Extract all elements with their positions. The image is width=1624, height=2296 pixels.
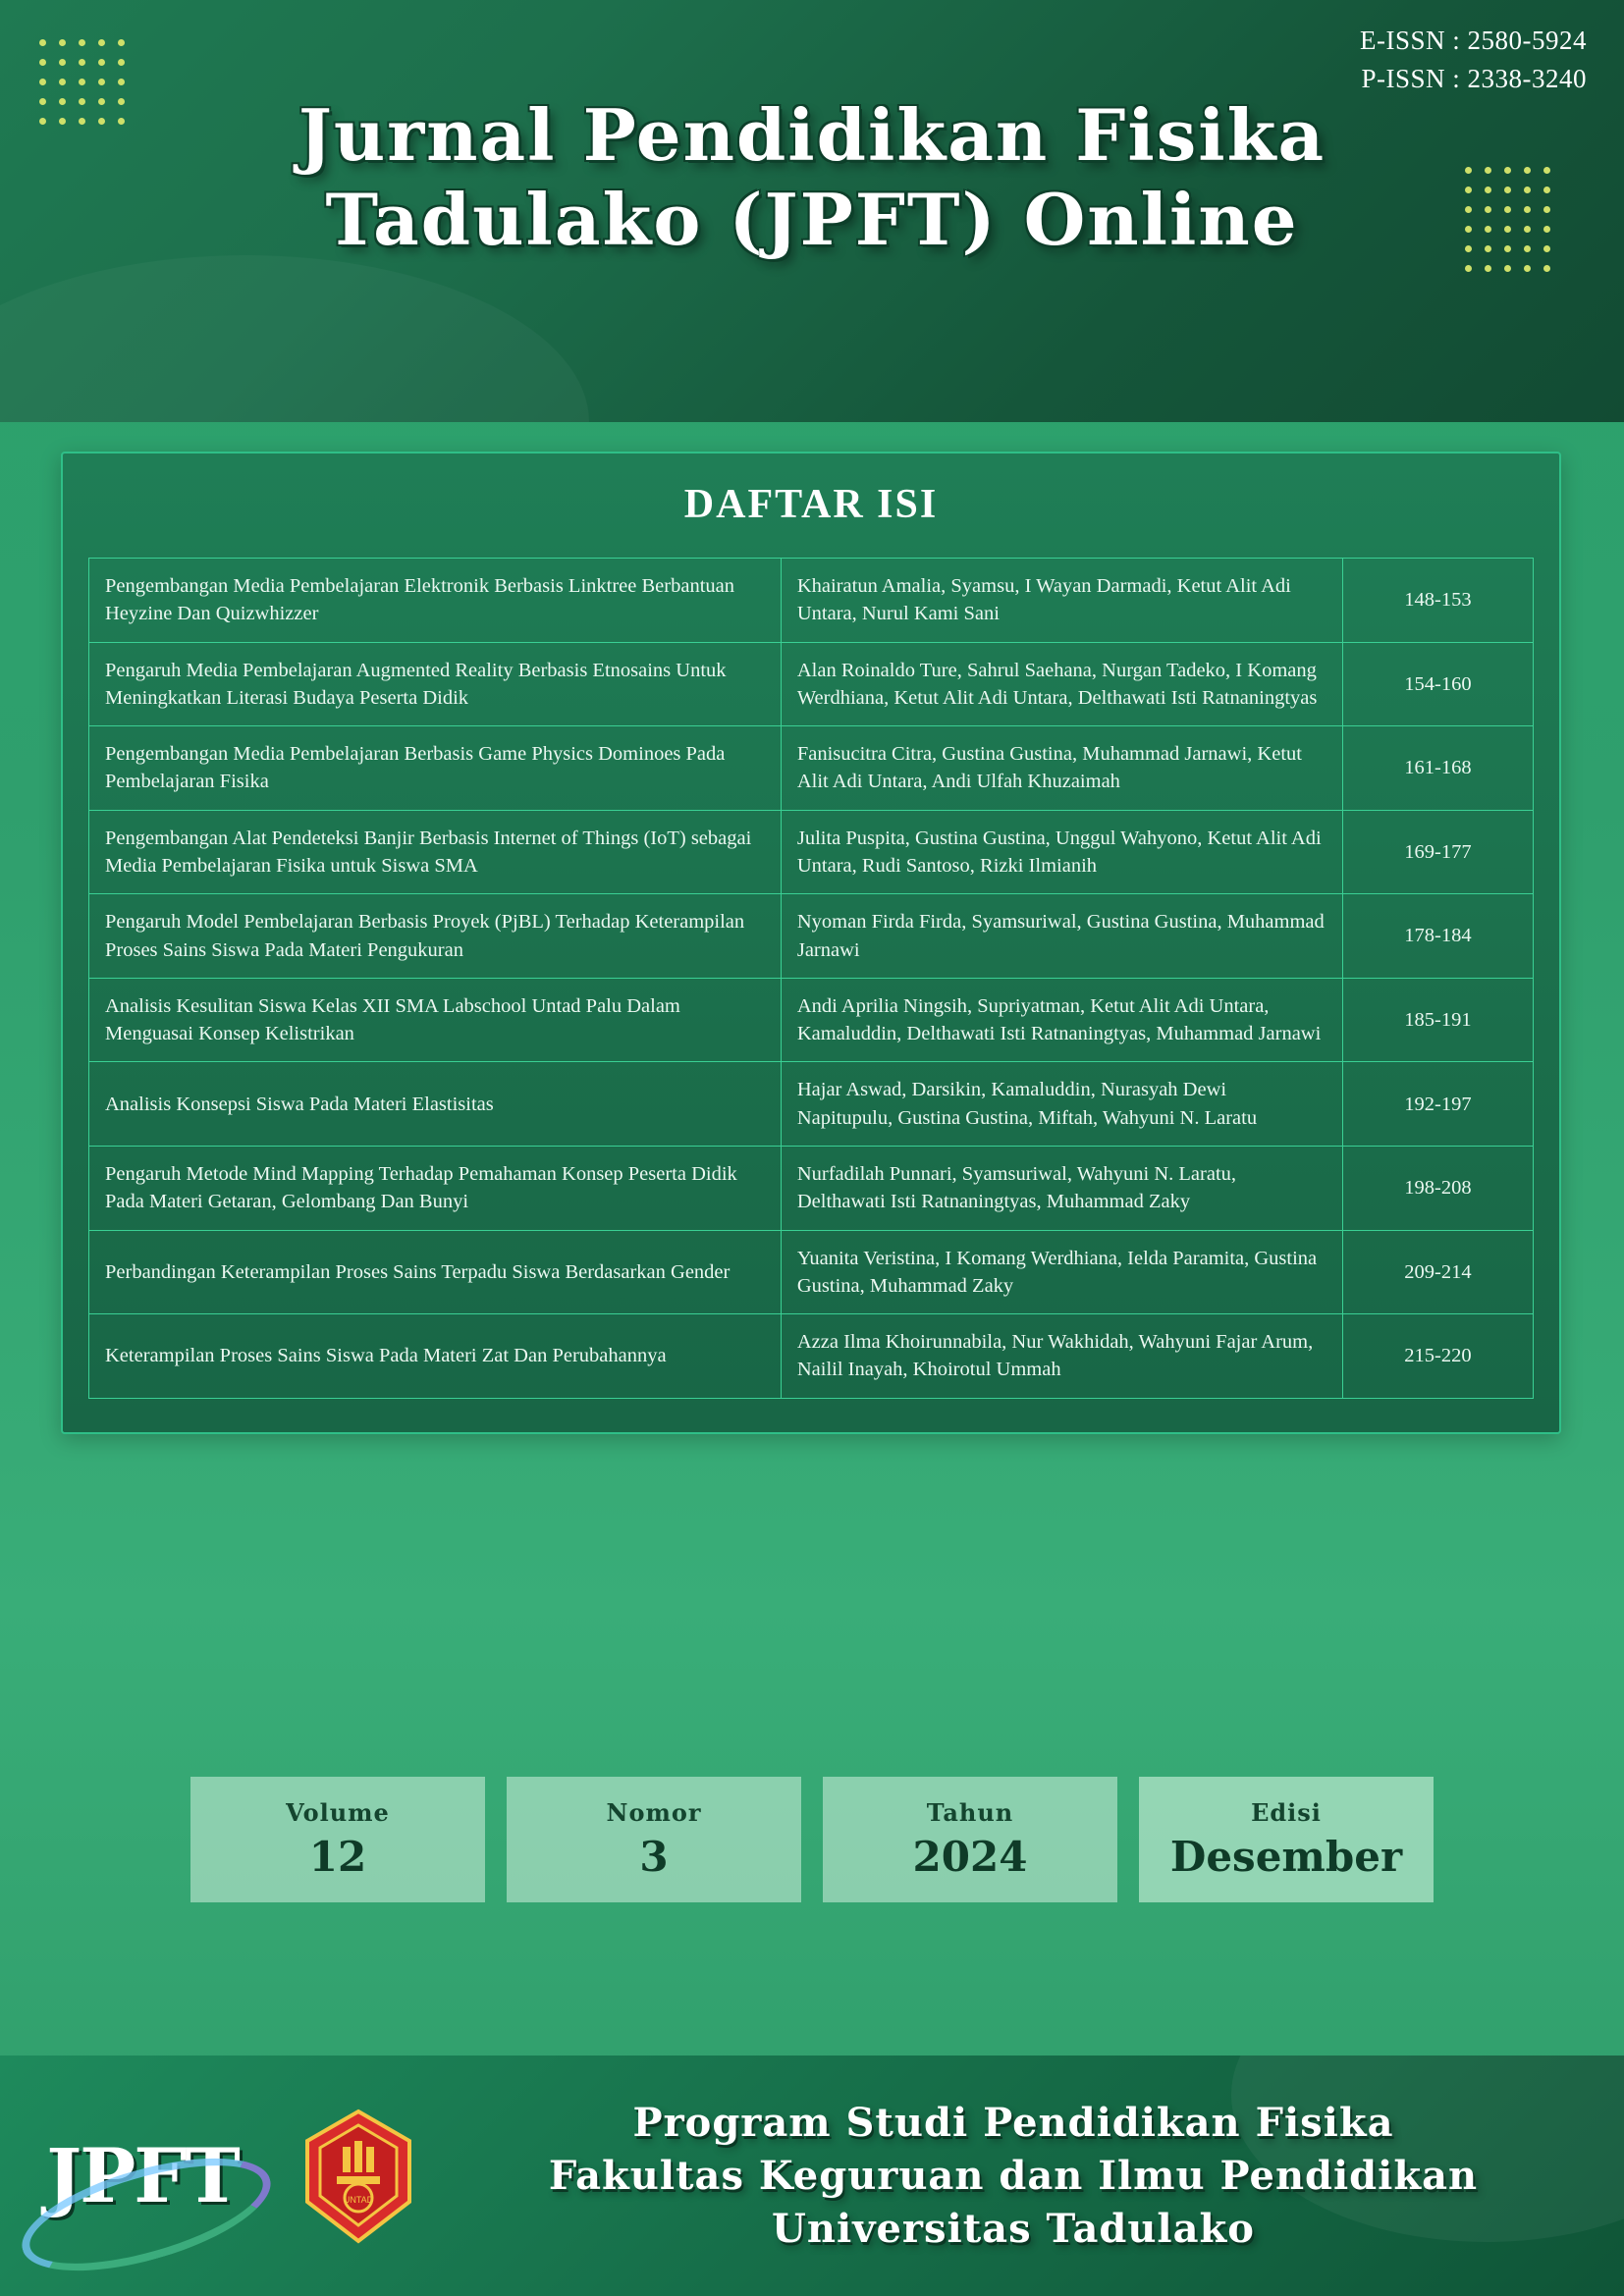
article-authors: Nyoman Firda Firda, Syamsuriwal, Gustina Gustina, Muhammad Jarnawi bbox=[781, 894, 1342, 979]
issue-edition-box bbox=[1139, 1777, 1434, 1902]
article-title: Pengembangan Media Pembelajaran Elektronik Berbasis Linktree Berbantuan Heyzine Dan Quizwhizzer bbox=[89, 559, 782, 643]
cover-body bbox=[0, 422, 1624, 1924]
university-seal-icon bbox=[299, 2108, 417, 2245]
issue-volume-label: Volume bbox=[286, 1798, 390, 1827]
table-row bbox=[89, 559, 1534, 643]
table-row bbox=[89, 1146, 1534, 1230]
toc-heading: DAFTAR ISI bbox=[683, 482, 939, 527]
article-authors: Hajar Aswad, Darsikin, Kamaluddin, Nurasyah Dewi Napitupulu, Gustina Gustina, Miftah, Wahyuni N. Laratu bbox=[781, 1062, 1342, 1147]
article-pages: 161-168 bbox=[1342, 726, 1533, 811]
article-title: Analisis Konsepsi Siswa Pada Materi Elastisitas bbox=[89, 1062, 782, 1147]
article-pages: 185-191 bbox=[1342, 978, 1533, 1062]
article-authors: Alan Roinaldo Ture, Sahrul Saehana, Nurgan Tadeko, I Komang Werdhiana, Ketut Alit Adi Untara, Delthawati Isti Ratnaningtyas bbox=[781, 642, 1342, 726]
issue-volume-box bbox=[190, 1777, 485, 1902]
table-row bbox=[89, 1314, 1534, 1399]
untad-logo bbox=[285, 2108, 432, 2245]
issue-volume-value: 12 bbox=[308, 1833, 367, 1881]
institution-block bbox=[432, 2097, 1624, 2256]
issue-edition-value: Desember bbox=[1169, 1833, 1403, 1881]
article-pages: 154-160 bbox=[1342, 642, 1533, 726]
article-authors: Khairatun Amalia, Syamsu, I Wayan Darmadi, Ketut Alit Adi Untara, Nurul Kami Sani bbox=[781, 559, 1342, 643]
issue-info-strip bbox=[0, 1777, 1624, 1924]
article-pages: 192-197 bbox=[1342, 1062, 1533, 1147]
issue-number-label: Nomor bbox=[606, 1798, 702, 1827]
table-of-contents-card bbox=[61, 452, 1561, 1434]
article-pages: 178-184 bbox=[1342, 894, 1533, 979]
issn-block bbox=[1360, 22, 1587, 98]
institution-line-3: Universitas Tadulako bbox=[772, 2205, 1255, 2252]
table-row bbox=[89, 978, 1534, 1062]
journal-title-line-1: Jurnal Pendidikan Fisika bbox=[298, 93, 1326, 177]
issue-year-value: 2024 bbox=[912, 1833, 1028, 1881]
p-issn: P-ISSN : 2338-3240 bbox=[1361, 64, 1587, 94]
article-authors: Nurfadilah Punnari, Syamsuriwal, Wahyuni N. Laratu, Delthawati Isti Ratnaningtyas, Muhammad Zaky bbox=[781, 1146, 1342, 1230]
article-pages: 198-208 bbox=[1342, 1146, 1533, 1230]
jpft-logo bbox=[0, 2132, 285, 2219]
article-title: Pengembangan Alat Pendeteksi Banjir Berbasis Internet of Things (IoT) sebagai Media Pembelajaran Fisika untuk Siswa SMA bbox=[89, 810, 782, 894]
cover-footer bbox=[0, 2056, 1624, 2296]
issue-number-box bbox=[507, 1777, 801, 1902]
issue-year-box bbox=[823, 1777, 1117, 1902]
article-pages: 169-177 bbox=[1342, 810, 1533, 894]
e-issn: E-ISSN : 2580-5924 bbox=[1360, 26, 1587, 55]
issue-edition-label: Edisi bbox=[1251, 1798, 1322, 1827]
article-title: Pengaruh Model Pembelajaran Berbasis Proyek (PjBL) Terhadap Keterampilan Proses Sains Siswa Pada Materi Pengukuran bbox=[89, 894, 782, 979]
journal-title bbox=[0, 93, 1624, 263]
institution-line-1: Program Studi Pendidikan Fisika bbox=[632, 2099, 1394, 2146]
article-authors: Andi Aprilia Ningsih, Supriyatman, Ketut Alit Adi Untara, Kamaluddin, Delthawati Isti Ratnaningtyas, Muhammad Jarnawi bbox=[781, 978, 1342, 1062]
journal-title-line-2: Tadulako (JPFT) Online bbox=[325, 178, 1299, 262]
table-row bbox=[89, 726, 1534, 811]
toc-table bbox=[88, 558, 1534, 1399]
article-pages: 148-153 bbox=[1342, 559, 1533, 643]
article-authors: Fanisucitra Citra, Gustina Gustina, Muhammad Jarnawi, Ketut Alit Adi Untara, Andi Ulfah Khuzaimah bbox=[781, 726, 1342, 811]
article-title: Pengaruh Media Pembelajaran Augmented Reality Berbasis Etnosains Untuk Meningkatkan Literasi Budaya Peserta Didik bbox=[89, 642, 782, 726]
table-row bbox=[89, 642, 1534, 726]
table-row bbox=[89, 1230, 1534, 1314]
article-authors: Yuanita Veristina, I Komang Werdhiana, Ielda Paramita, Gustina Gustina, Muhammad Zaky bbox=[781, 1230, 1342, 1314]
article-title: Pengembangan Media Pembelajaran Berbasis Game Physics Dominoes Pada Pembelajaran Fisika bbox=[89, 726, 782, 811]
article-title: Analisis Kesulitan Siswa Kelas XII SMA Labschool Untad Palu Dalam Menguasai Konsep Kelistrikan bbox=[89, 978, 782, 1062]
issue-year-label: Tahun bbox=[926, 1798, 1014, 1827]
cover-header bbox=[0, 0, 1624, 422]
article-title: Keterampilan Proses Sains Siswa Pada Materi Zat Dan Perubahannya bbox=[89, 1314, 782, 1399]
table-row bbox=[89, 894, 1534, 979]
table-row bbox=[89, 1062, 1534, 1147]
article-authors: Azza Ilma Khoirunnabila, Nur Wakhidah, Wahyuni Fajar Arum, Nailil Inayah, Khoirotul Ummah bbox=[781, 1314, 1342, 1399]
article-authors: Julita Puspita, Gustina Gustina, Unggul Wahyono, Ketut Alit Adi Untara, Rudi Santoso, Rizki Ilmianih bbox=[781, 810, 1342, 894]
jpft-logo-text: JPFT bbox=[46, 2132, 239, 2219]
institution-line-2: Fakultas Keguruan dan Ilmu Pendidikan bbox=[548, 2152, 1479, 2199]
svg-text:UNTAD: UNTAD bbox=[343, 2194, 374, 2205]
article-title: Pengaruh Metode Mind Mapping Terhadap Pemahaman Konsep Peserta Didik Pada Materi Getaran, Gelombang Dan Bunyi bbox=[89, 1146, 782, 1230]
issue-number-value: 3 bbox=[639, 1833, 669, 1881]
table-row bbox=[89, 810, 1534, 894]
article-title: Perbandingan Keterampilan Proses Sains Terpadu Siswa Berdasarkan Gender bbox=[89, 1230, 782, 1314]
article-pages: 215-220 bbox=[1342, 1314, 1533, 1399]
article-pages: 209-214 bbox=[1342, 1230, 1533, 1314]
